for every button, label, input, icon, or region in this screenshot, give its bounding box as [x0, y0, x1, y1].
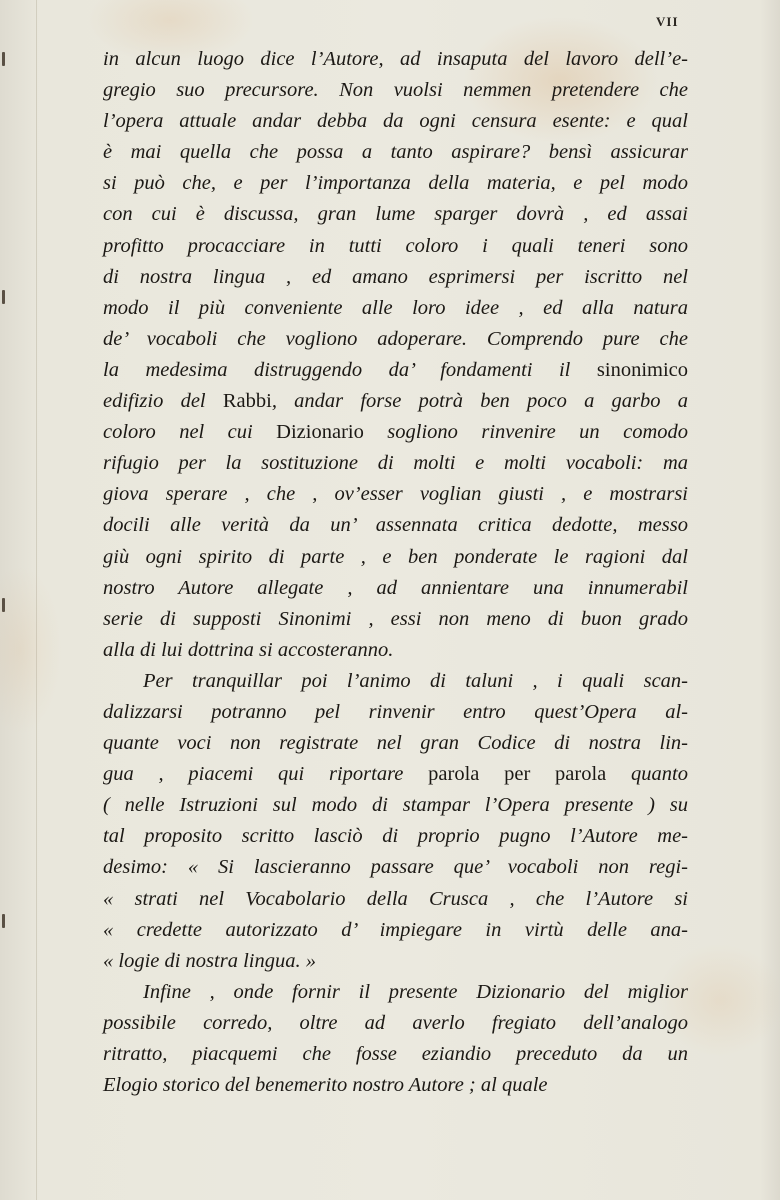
italic-text-span: Per tranquillar poi l’animo di taluni , i quali scan-: [143, 669, 688, 692]
text-line: [103, 946, 688, 977]
text-line: [103, 44, 688, 75]
text-line: [103, 137, 688, 168]
text-line: [103, 231, 688, 262]
page-number: VII: [656, 14, 679, 29]
italic-text-span: coloro nel cui: [103, 421, 277, 444]
text-line: [103, 697, 688, 728]
text-line: [103, 1008, 688, 1039]
text-line: [103, 106, 688, 137]
italic-text-span: Elogio storico del benemerito nostro Autore ; al quale: [103, 1074, 548, 1097]
roman-text-span: Rabbi: [222, 390, 272, 413]
italic-text-span: si può che, e per l’importanza della materia, e pel modo: [103, 172, 688, 195]
italic-text-span: è mai quella che possa a tanto aspirare? bensì assicurar: [103, 141, 688, 164]
italic-text-span: desimo: « Si lascieranno passare que’ vocaboli non regi-: [103, 856, 688, 879]
text-line: [103, 635, 688, 666]
binding-mark: [2, 598, 5, 612]
italic-text-span: tal proposito scritto lasciò di proprio pugno l’Autore me-: [103, 825, 688, 848]
italic-text-span: giù ogni spirito di parte , e ben ponderate le ragioni dal: [103, 545, 688, 568]
text-line: [103, 168, 688, 199]
italic-text-span: edifizio del: [103, 390, 223, 413]
roman-text-span: sinonimico: [596, 358, 688, 381]
italic-text-span: , andar forse potrà ben poco a garbo a: [271, 390, 689, 413]
italic-text-span: con cui è discussa, gran lume sparger dovrà , ed assai: [103, 203, 688, 226]
paragraph: [103, 44, 688, 666]
text-line: [103, 573, 688, 604]
binding-mark: [2, 290, 5, 304]
italic-text-span: alla di lui dottrina si accosteranno.: [103, 638, 394, 661]
italic-text-span: rifugio per la sostituzione di molti e molti vocaboli: ma: [103, 452, 688, 475]
text-line: [103, 728, 688, 759]
text-line: [103, 977, 688, 1008]
italic-text-span: docili alle verità da un’ assennata critica dedotte, messo: [103, 514, 688, 537]
italic-text-span: gua , piacemi qui riportare: [103, 763, 429, 786]
text-line: [103, 75, 688, 106]
text-line: [103, 324, 688, 355]
italic-text-span: modo il più conveniente alle loro idee , ed alla natura: [103, 296, 688, 319]
text-line: [103, 386, 688, 417]
italic-text-span: quanto: [606, 763, 688, 786]
italic-text-span: « strati nel Vocabolario della Crusca , che l’Autore si: [103, 887, 688, 910]
italic-text-span: possibile corredo, oltre ad averlo fregiato dell’analogo: [103, 1011, 688, 1034]
italic-text-span: ritratto, piacquemi che fosse eziandio preceduto da un: [103, 1043, 688, 1065]
italic-text-span: ( nelle Istruzioni sul modo di stampar l’Opera presente ) su: [103, 794, 688, 817]
text-line: [103, 790, 688, 821]
page-gutter-line: [36, 0, 37, 1200]
italic-text-span: nostro Autore allegate , ad annientare una innumerabil: [103, 576, 688, 599]
text-line: [103, 479, 688, 510]
text-line: [103, 666, 688, 697]
italic-text-span: giova sperare , che , ov’esser voglian giusti , e mostrarsi: [103, 483, 688, 506]
text-line: [103, 604, 688, 635]
binding-mark: [2, 52, 5, 66]
italic-text-span: Infine , onde fornir il presente Dizionario del miglior: [143, 980, 688, 1003]
text-line: [103, 417, 688, 448]
text-line: [103, 852, 688, 883]
text-line: [103, 821, 688, 852]
italic-text-span: profitto procacciare in tutti coloro i quali teneri sono: [103, 234, 688, 257]
italic-text-span: « credette autorizzato d’ impiegare in virtù delle ana-: [103, 918, 688, 941]
paragraph: [103, 666, 688, 977]
binding-mark: [2, 914, 5, 928]
italic-text-span: la medesima distruggendo da’ fondamenti il: [103, 358, 597, 381]
italic-text-span: sogliono rinvenire un comodo: [363, 421, 688, 444]
text-line: [103, 262, 688, 293]
roman-text-span: parola per parola: [428, 763, 607, 786]
text-line: [103, 884, 688, 915]
text-line: [103, 915, 688, 946]
roman-text-span: Dizionario: [276, 421, 364, 444]
italic-text-span: di nostra lingua , ed amano esprimersi per iscritto nel: [103, 265, 688, 288]
body-text: [103, 44, 688, 1101]
italic-text-span: serie di supposti Sinonimi , essi non meno di buon grado: [103, 607, 688, 630]
italic-text-span: l’opera attuale andar debba da ogni censura esente: e qual: [103, 110, 688, 133]
text-line: [103, 542, 688, 573]
italic-text-span: quante voci non registrate nel gran Codice di nostra lin-: [103, 732, 688, 755]
text-line: [103, 448, 688, 479]
text-line: [103, 510, 688, 541]
text-line: [103, 1070, 688, 1101]
text-line: [103, 199, 688, 230]
text-line: [103, 759, 688, 790]
italic-text-span: in alcun luogo dice l’Autore, ad insaputa del lavoro dell’e-: [103, 48, 688, 70]
italic-text-span: de’ vocaboli che vogliono adoperare. Comprendo pure che: [103, 327, 688, 350]
text-line: [103, 1039, 688, 1070]
italic-text-span: « logie di nostra lingua. »: [103, 949, 316, 972]
text-line: [103, 293, 688, 324]
paragraph: [103, 977, 688, 1101]
text-line: [103, 355, 688, 386]
italic-text-span: dalizzarsi potranno pel rinvenir entro quest’Opera al-: [103, 700, 688, 723]
italic-text-span: gregio suo precursore. Non vuolsi nemmen pretendere che: [103, 79, 688, 102]
